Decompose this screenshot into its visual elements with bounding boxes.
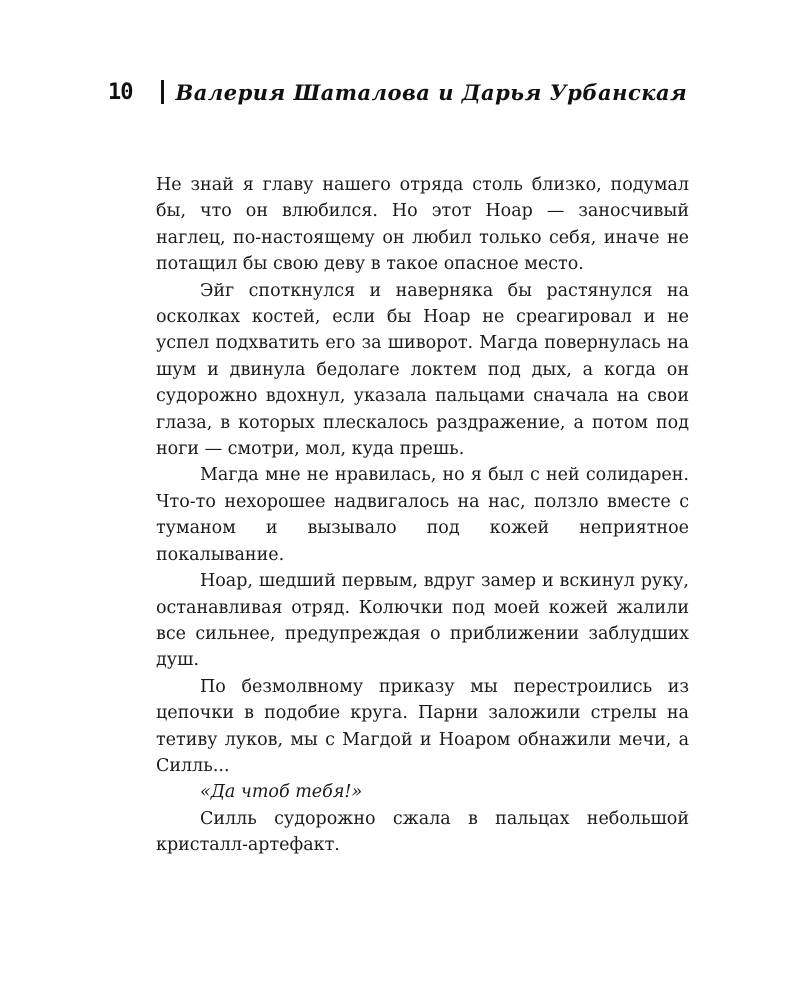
header-divider — [161, 80, 164, 104]
paragraph: Ноар, шедший первым, вдруг замер и вскинул руку, останавливая отряд. Колючки под моей кожей жалили все сильнее, предупреждая о приближении заблудших душ. — [156, 571, 689, 671]
paragraph: Не знай я главу нашего отряда столь близко, подумал бы, что он влюбился. Но этот Ноар — заносчивый наглец, по-настоящему он любил только себя, иначе не потащил бы свою деву в такое опасное место. — [156, 175, 689, 275]
page-number: 10 — [108, 79, 133, 105]
paragraph: Эйг споткнулся и наверняка бы растянулся на осколках костей, если бы Ноар не среагировал и не успел подхватить его за шиворот. Магда повернулась на шум и двинула бедолаге локтем под дых, а когда он судорожно вдохнул, указала пальцами сначала на свои глаза, в которых плескалось раздражение, а потом под ноги — смотри, мол, куда прешь. — [156, 280, 689, 460]
running-header-authors: Валерия Шаталова и Дарья Урбанская — [175, 79, 688, 105]
italic-thought: «Да чтоб тебя!» — [200, 782, 363, 803]
paragraph: Силль судорожно сжала в пальцах небольшой кристалл-артефакт. — [156, 808, 689, 856]
running-header — [108, 76, 687, 108]
paragraph: Магда мне не нравилась, но я был с ней солидарен. Что-то нехорошее надвигалось на нас, ползло вместе с туманом и вызывало под кожей неприятное покалывание. — [156, 465, 689, 565]
paragraph: По безмолвному приказу мы перестроились из цепочки в подобие круга. Парни заложили стрелы на тетиву луков, мы с Магдой и Ноаром обнажили мечи, а Силль... — [156, 676, 689, 776]
body-text — [156, 172, 689, 859]
